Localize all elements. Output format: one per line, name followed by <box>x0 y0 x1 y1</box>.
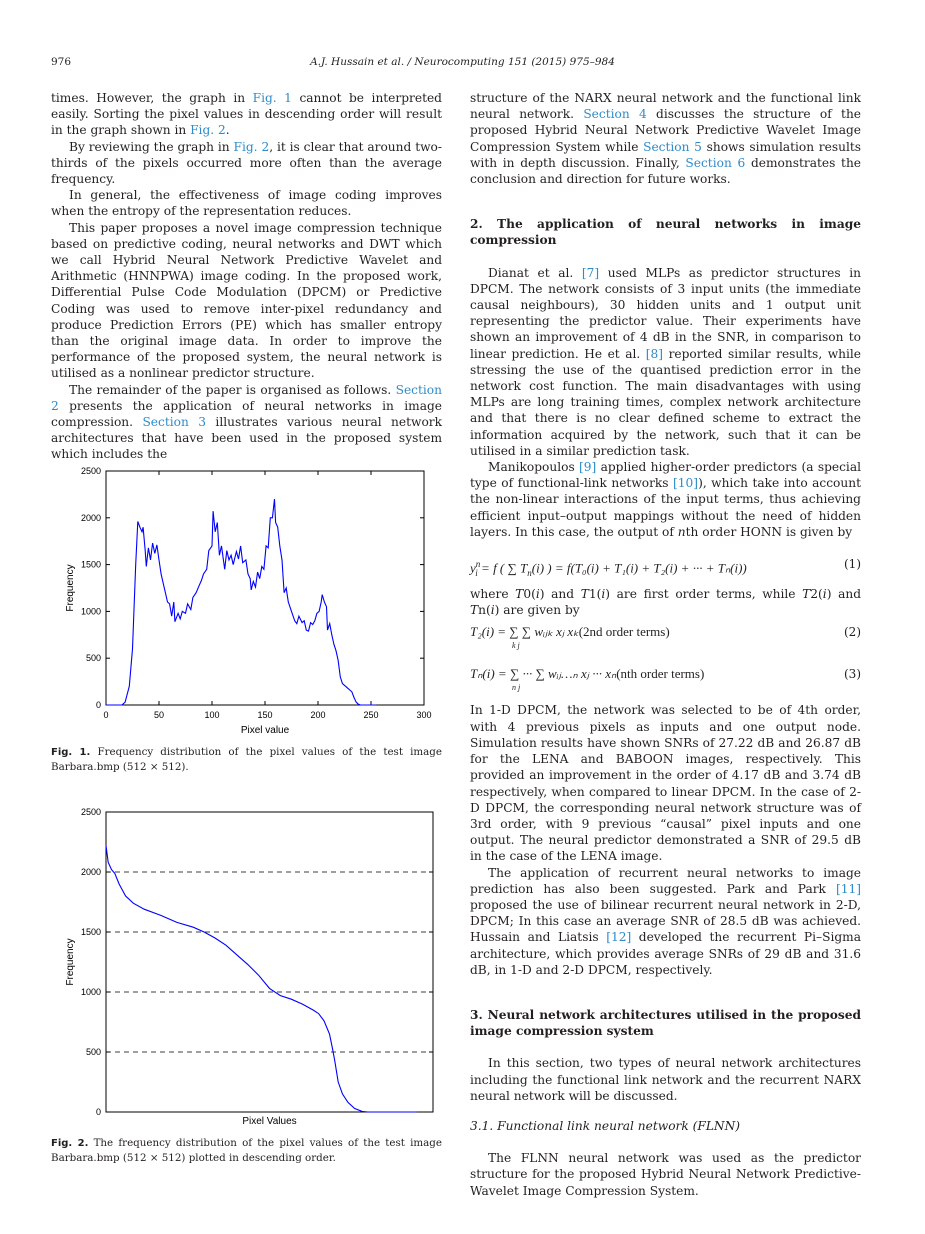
cross-reference-link[interactable]: Fig. 1 <box>252 91 292 105</box>
section-heading: 2. The application of neural networks in image compression <box>470 217 861 248</box>
cross-reference-link[interactable]: [7] <box>581 265 600 280</box>
text-run: developed the recurrent Pi–Sigma architecture, which provides average SNRs of 29 dB and 31.6 dB, in 1-D and 2-D DPCM, respectively. <box>470 930 861 977</box>
paragraph <box>470 586 861 618</box>
series-line <box>106 499 376 705</box>
paragraph <box>470 865 861 978</box>
eq-part: Tₙ(i) = ∑ ··· ∑ wᵢⱼ…ₙ xⱼ ··· xₙ <box>470 666 617 682</box>
paragraph <box>51 187 442 219</box>
text-run: . <box>225 123 230 138</box>
text-run: In this section, two types of neural network architectures including the functional link network and the recurrent NARX neural network will be discussed. <box>470 1056 861 1103</box>
cross-reference-link[interactable]: [9] <box>579 460 597 475</box>
math-symbol: T <box>802 587 811 602</box>
y-tick-label: 2000 <box>80 512 101 523</box>
eq-part: (nth order terms) <box>616 666 705 682</box>
y-tick-label: 500 <box>85 1047 101 1057</box>
cross-reference-link[interactable]: [11] <box>835 881 861 896</box>
plot-frame <box>106 812 433 1112</box>
running-title: A.J. Hussain et al. / Neurocomputing 151 (2015) 975–984 <box>310 56 615 68</box>
x-tick-label: 100 <box>204 710 220 720</box>
equation-number: (2) <box>844 625 861 640</box>
paragraph <box>51 139 442 188</box>
equation-number: (3) <box>844 667 861 682</box>
cross-reference-link[interactable]: [10] <box>673 476 699 491</box>
figure-label: Fig. 1. <box>51 747 91 758</box>
right-column <box>470 90 861 1199</box>
math-symbol: T <box>515 587 524 602</box>
text-run: shows simulation results with in depth discussion. Finally, <box>470 139 861 170</box>
eq-sub: n <box>527 568 532 578</box>
math-symbol: i <box>822 587 827 602</box>
cross-reference-link[interactable]: [8] <box>645 346 664 361</box>
cross-reference-link[interactable]: Section 2 <box>51 382 442 413</box>
cross-reference-link[interactable]: [12] <box>606 930 632 945</box>
text-run: demonstrates the conclusion and direction for future works. <box>470 155 862 187</box>
figure-1-caption <box>51 745 442 774</box>
cross-reference-link[interactable]: Fig. 2 <box>233 139 270 154</box>
figure-label: Fig. 2. <box>51 1138 89 1149</box>
y-tick-label: 2500 <box>80 807 101 817</box>
text-run: times. However, the graph in <box>51 91 253 105</box>
figure-1-chart <box>51 460 442 740</box>
text-run: n( <box>478 603 491 618</box>
equation-2 <box>470 624 861 650</box>
text-run: ), which take into account the non-linear interactions of the input terms, thus achieving efficient input–output mappings without the need of hidden layers. In this case, the output of <box>470 476 861 539</box>
text-run: 0( <box>523 587 536 602</box>
x-axis-label: Pixel value <box>240 725 290 736</box>
text-run: reported similar results, while stressing the use of the quantised prediction error in the network cost function. The main disadvantages with using MLPs are long training times, complex network architecture and that there is no clear defined scheme to extract the information acquired by the network, such that it can be utilised in a similar prediction task. <box>470 346 862 458</box>
x-tick-label: 250 <box>363 710 379 720</box>
y-tick-label: 0 <box>95 1107 101 1117</box>
figure-2-chart <box>51 800 442 1130</box>
text-run: used MLPs as predictor structures in DPCM. The network consists of 3 input units (the immediate causal neighbours), 30 hidden units and 1 output unit representing the predictor value. Their experiments have shown an improvement of 4 dB in the SNR, in comparison to linear prediction. He et al. <box>470 265 861 361</box>
cross-reference-link[interactable]: Section 4 <box>583 107 647 122</box>
paragraph <box>470 1150 861 1199</box>
text-run: applied higher-order predictors (a special type of functional-link networks <box>470 460 861 491</box>
caption-text: The frequency distribution of the pixel values of the test image Barbara.bmp (512 × 512) plotted in descending order. <box>51 1137 442 1164</box>
text-run: illustrates various neural network architectures that have been used in the proposed system which includes the <box>51 415 442 462</box>
text-run: th order HONN is given by <box>685 524 853 539</box>
x-tick-label: 50 <box>153 710 165 720</box>
y-axis-label: Frequency <box>65 564 76 612</box>
text-run: In general, the effectiveness of image coding improves when the entropy of the representation reduces. <box>51 188 442 219</box>
text-run: The FLNN neural network was used as the predictor structure for the proposed Hybrid Neural Network Predictive-Wavelet Image Compression System. <box>470 1151 861 1198</box>
y-tick-label: 1000 <box>80 606 101 617</box>
section-heading: 3. Neural network architectures utilised in the proposed image compression system <box>470 1007 861 1039</box>
text-run: ) and <box>539 587 581 602</box>
eq-part: T₂(i) = ∑ ∑ wᵢⱼₖ xⱼ xₖ <box>470 624 579 640</box>
math-symbol: i <box>490 603 495 618</box>
equation-3 <box>470 666 861 692</box>
text-run: Manikopoulos <box>488 460 580 475</box>
math-symbol: i <box>601 587 606 602</box>
y-tick-label: 1500 <box>80 559 101 570</box>
math-symbol: n <box>677 524 686 539</box>
eq-sub: n j <box>512 682 521 692</box>
x-tick-label: 300 <box>416 710 432 720</box>
text-run: The application of recurrent neural networks to image prediction has also been suggested. Park and Park <box>470 865 861 896</box>
eq-part: (i) ) = f(T₀(i) + T₁(i) + T₂(i) + ··· + Tₙ(i)) <box>531 560 747 576</box>
text-run: presents the application of neural networks in image compression. <box>51 398 442 430</box>
paragraph <box>51 90 442 139</box>
text-run: proposed the use of bilinear recurrent neural network in 2-D, DPCM; In this case an average SNR of 28.5 dB was achieved. Hussain and Liatsis <box>470 897 861 945</box>
text-run: cannot be interpreted easily. Sorting the pixel values in descending order will result in the graph shown in <box>51 91 442 138</box>
eq-sub: k j <box>512 640 520 650</box>
eq-part: (2nd order terms) <box>578 624 670 640</box>
math-symbol: T <box>580 587 589 602</box>
text-run: In 1-D DPCM, the network was selected to be of 4th order, with 4 previous pixels as inputs and one output node. Simulation results have shown SNRs of 27.22 dB and 26.87 dB for the LENA and BABOON images, respectively. This provided an improvement in the order of 4.17 dB and 3.74 dB respectively, when compared to linear DPCM. In the case of 2-D DPCM, the corresponding neural network structure was of 3rd order, with 9 previous “causal” pixel inputs and one output. The neural predictor demonstrated a SNR of 29.5 dB in the case of the LENA image. <box>470 703 861 864</box>
text-run: The remainder of the paper is organised as follows. <box>69 382 396 397</box>
page-number: 976 <box>51 56 72 68</box>
paragraph <box>470 1055 861 1104</box>
x-tick-label: 200 <box>310 710 326 720</box>
paragraph <box>470 459 861 540</box>
text-run: where <box>470 587 516 602</box>
text-run: ) and <box>826 587 862 602</box>
math-symbol: i <box>535 587 540 602</box>
text-run: 1( <box>588 587 602 602</box>
y-axis-label: Frequency <box>65 938 76 986</box>
y-tick-label: 500 <box>85 653 101 664</box>
math-symbol: T <box>470 603 479 618</box>
subsection-heading: 3.1. Functional link neural network (FLNN) <box>470 1118 741 1133</box>
text-run: , it is clear that around two-thirds of the pixels occurred more often than the average frequency. <box>51 139 442 187</box>
left-column <box>51 90 442 463</box>
paragraph <box>470 90 861 187</box>
equation-number: (1) <box>844 557 861 572</box>
y-tick-label: 2000 <box>80 867 101 877</box>
text-run: This paper proposes a novel image compression technique based on predictive coding, neural networks and DWT which we call Hybrid Neural Network Predictive Wavelet and Arithmetic (HNNPWA) image coding. In the proposed work, Differential Pulse Code Modulation (DPCM) or Predictive Coding was used to remove inter-pixel redundancy and produce Prediction Errors (PE) which has smaller entropy than the original image data. In order to improve the performance of the proposed system, the neural network is utilised as a nonlinear predictor structure. <box>51 220 442 381</box>
series-line <box>106 846 417 1112</box>
eq-sub: i <box>475 568 478 578</box>
paragraph <box>470 265 861 459</box>
caption-text: Frequency distribution of the pixel values of the test image Barbara.bmp (512 × 512). <box>51 746 442 773</box>
text-run: discusses the structure of the proposed Hybrid Neural Network Predictive Wavelet Image Compression System while <box>470 107 862 154</box>
y-tick-label: 0 <box>95 700 101 710</box>
paragraph <box>470 702 861 864</box>
equation-1 <box>470 556 861 578</box>
x-tick-label: 0 <box>103 710 109 720</box>
cross-reference-link[interactable]: Section 6 <box>685 155 746 170</box>
text-run: By reviewing the graph in <box>69 139 234 154</box>
text-run: ) are given by <box>494 603 580 618</box>
cross-reference-link[interactable]: Fig. 2 <box>190 123 226 138</box>
y-tick-label: 1000 <box>80 987 101 997</box>
text-run: 2( <box>810 587 823 602</box>
figure-2-caption <box>51 1136 442 1165</box>
cross-reference-link[interactable]: Section 3 <box>142 415 206 430</box>
cross-reference-link[interactable]: Section 5 <box>643 139 702 154</box>
text-run: ) are first order terms, while <box>605 587 803 602</box>
eq-symbol: y <box>470 560 476 576</box>
y-tick-label: 2500 <box>80 466 101 476</box>
plot-frame <box>106 471 424 705</box>
x-axis-label: Pixel Values <box>242 1116 297 1127</box>
y-tick-label: 1500 <box>80 927 101 937</box>
paragraph <box>51 220 442 382</box>
paragraph <box>51 382 442 463</box>
x-tick-label: 150 <box>257 710 273 720</box>
text-run: Dianat et al. <box>488 265 582 280</box>
eq-sup: n <box>475 559 481 570</box>
text-run: structure of the NARX neural network and the functional link neural network. <box>470 91 861 122</box>
eq-part: = f ( ∑ T <box>481 560 528 576</box>
